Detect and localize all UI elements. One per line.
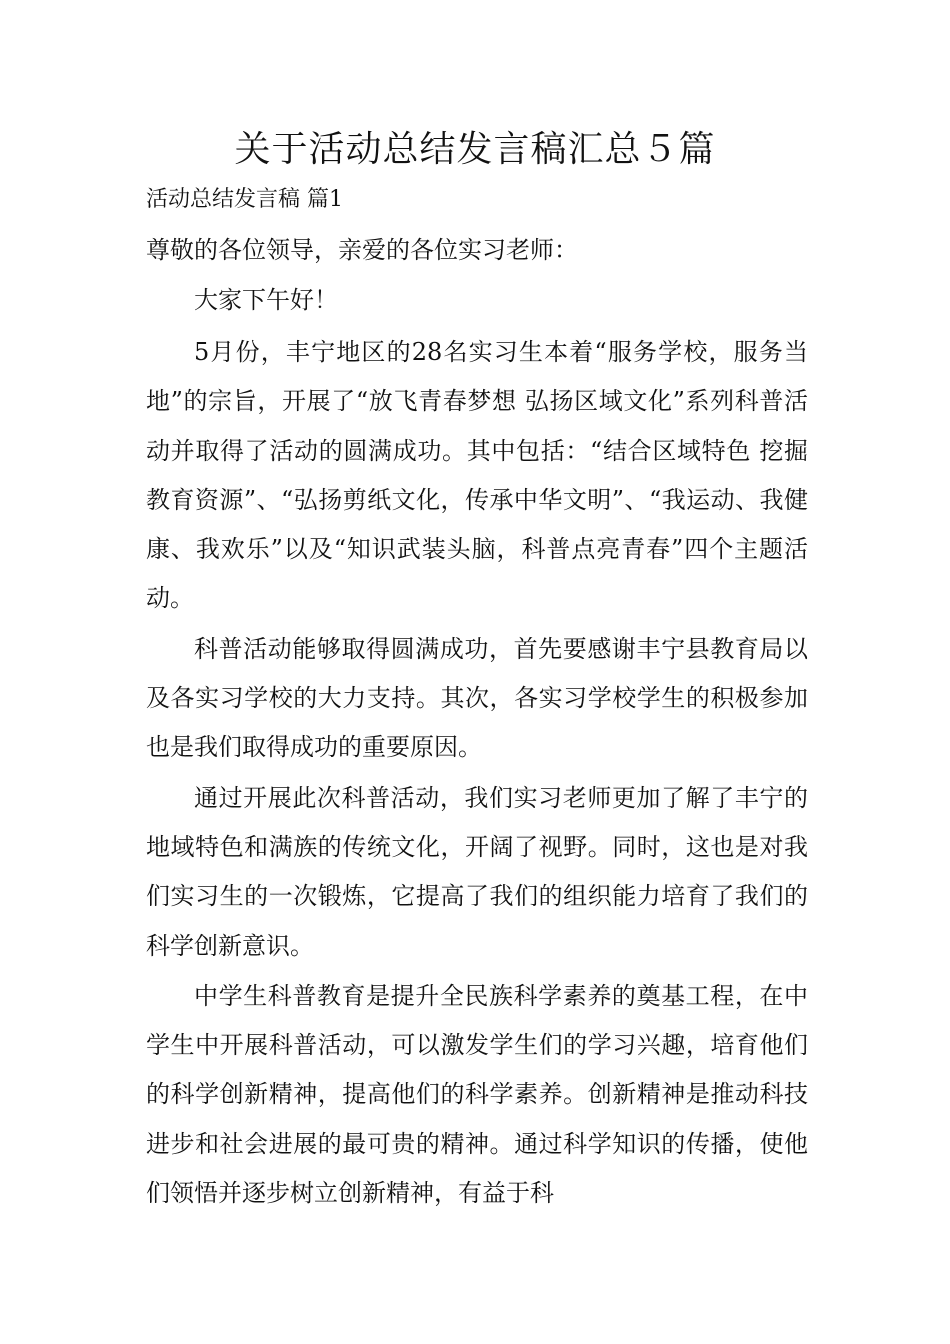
body-paragraph: 科普活动能够取得圆满成功，首先要感谢丰宁县教育局以及各实习学校的大力支持。其次，各实习学校学生的积极参加也是我们取得成功的重要原因。 <box>146 634 808 762</box>
document-title: 关于活动总结发言稿汇总５篇 <box>234 129 716 170</box>
body-paragraph: 通过开展此次科普活动，我们实习老师更加了解了丰宁的地域特色和满族的传统文化，开阔了视野。同时，这也是对我们实习生的一次锻炼，它提高了我们的组织能力培育了我们的科学创新意识。 <box>146 783 808 960</box>
body-paragraph: 中学生科普教育是提升全民族科学素养的奠基工程，在中学生中开展科普活动，可以激发学生们的学习兴趣，培育他们的科学创新精神，提高他们的科学素养。创新精神是推动科技进步和社会进展的最可贵的精神。通过科学知识的传播，使他们领悟并逐步树立创新精神，有益于科 <box>146 981 808 1208</box>
body-paragraph: 5月份，丰宁地区的28名实习生本着“服务学校，服务当地”的宗旨，开展了“放飞青春梦想 弘扬区域文化”系列科普活动并取得了活动的圆满成功。其中包括：“结合区域特色 挖掘教育资源”、“弘扬剪纸文化，传承中华文明”、“我运动、我健康、我欢乐”以及“知识武装头脑，科普点亮青春”四个主题活动。 <box>146 338 808 613</box>
section-heading: 活动总结发言稿 篇1 <box>146 187 343 212</box>
salutation-line: 尊敬的各位领导，亲爱的各位实习老师： <box>146 236 578 264</box>
greeting-line: 大家下午好！ <box>194 286 338 314</box>
document-body <box>146 328 808 1218</box>
